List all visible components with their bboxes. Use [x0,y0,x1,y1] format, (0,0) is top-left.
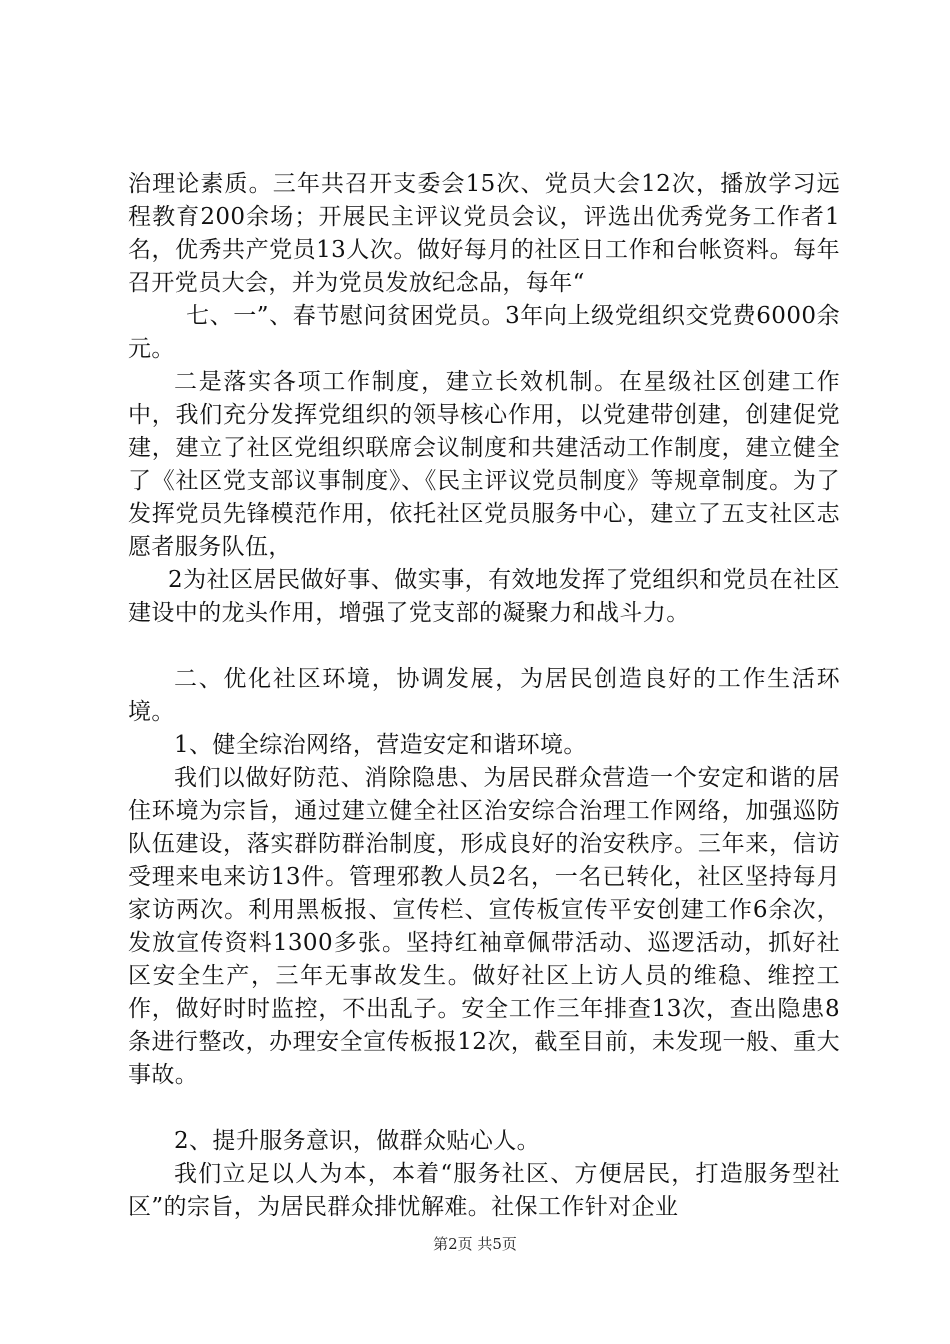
paragraph-service-work: 我们立足以人为本，本着“服务社区、方便居民，打造服务型社区”的宗旨，为居民群众排忧解难。社保工作针对企业 [128,1161,840,1220]
subheading-service-awareness: 2、提升服务意识，做群众贴心人。 [174,1128,541,1154]
document-body [128,168,840,1224]
subheading-security-network: 1、健全综治网络，营造安定和谐环境。 [174,732,587,758]
page-number-footer: 第2页 共5页 [433,1235,517,1253]
paragraph-july-first-dues: 七、一”、春节慰问贫困党员。3年向上级党组织交党费6000余元。 [128,303,840,362]
section-heading-environment: 二、优化社区环境，协调发展，为居民创造良好的工作生活环境。 [128,666,840,725]
paragraph-party-education-stats: 治理论素质。三年共召开支委会15次、党员大会12次，播放学习远程教育200余场；开展民主评议党员会议，评选出优秀党务工作者1名，优秀共产党员13人次。做好每月的社区日工作和台帐资料。每年召开党员大会，并为党员发放纪念品，每年“ [128,171,840,296]
paragraph-work-system: 二是落实各项工作制度，建立长效机制。在星级社区创建工作中，我们充分发挥党组织的领导核心作用，以党建带创建，创建促党建，建立了社区党组织联席会议制度和共建活动工作制度，建立健全了《社区党支部议事制度》、《民主评议党员制度》等规章制度。为了发挥党员先锋模范作用，依托社区党员服务中心，建立了五支社区志愿者服务队伍， [128,369,840,560]
paragraph-security-work: 我们以做好防范、消除隐患、为居民群众营造一个安定和谐的居住环境为宗旨，通过建立健全社区治安综合治理工作网络，加强巡防队伍建设，落实群防群治制度，形成良好的治安秩序。三年来，信访受理来电来访13件。管理邪教人员2名，一名已转化，社区坚持每月家访两次。利用黑板报、宣传栏、宣传板宣传平安创建工作6余次，发放宣传资料1300多张。坚持红袖章佩带活动、巡逻活动，抓好社区安全生产，三年无事故发生。做好社区上访人员的维稳、维控工作，做好时时监控，不出乱子。安全工作三年排查13次，查出隐患8条进行整改，办理安全宣传板报12次，截至目前，未发现一般、重大事故。 [128,765,840,1088]
paragraph-volunteer-role: 2为社区居民做好事、做实事，有效地发挥了党组织和党员在社区建设中的龙头作用，增强了党支部的凝聚力和战斗力。 [128,567,840,626]
